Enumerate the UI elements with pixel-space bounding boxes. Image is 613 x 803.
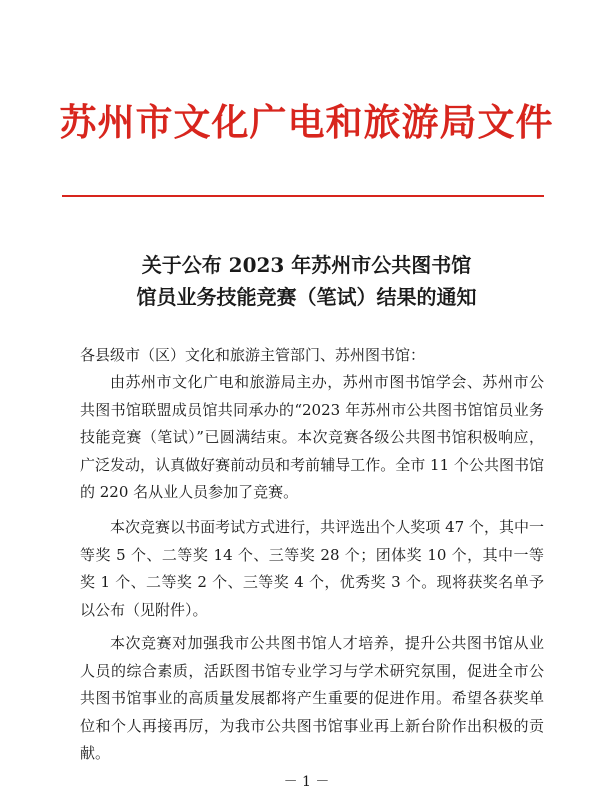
document-header: 苏州市文化广电和旅游局文件: [59, 100, 554, 144]
notice-title-line-2: 馆员业务技能竞赛（笔试）结果的通知: [136, 285, 477, 309]
body-paragraph-2: 本次竞赛以书面考试方式进行，共评选出个人奖项 47 个，其中一等奖 5 个、二等奖 14 个、三等奖 28 个；团体奖 10 个，其中一等奖 1 个、二等奖 2 个、三等奖 4 个，优秀奖 3 个。现将获奖名单予以公布（见附件）。: [80, 518, 544, 619]
body-paragraph-3: 本次竞赛对加强我市公共图书馆人才培养，提升公共图书馆从业人员的综合素质，活跃图书馆专业学习与学术研究氛围，促进全市公共图书馆事业的高质量发展都将产生重要的促进作用。希望各获奖单位和个人再接再厉，为我市公共图书馆事业再上新台阶作出积极的贡献。: [80, 634, 544, 762]
salutation: 各县级市（区）文化和旅游主管部门、苏州图书馆：: [80, 346, 426, 364]
body-paragraph-1: 由苏州市文化广电和旅游局主办，苏州市图书馆学会、苏州市公共图书馆联盟成员馆共同承办的“2023 年苏州市公共图书馆馆员业务技能竞赛（笔试）”已圆满结束。本次竞赛各级公共图书馆积极响应，广泛发动，认真做好赛前动员和考前辅导工作。全市 11 个公共图书馆的 220 名从业人员参加了竞赛。: [80, 373, 544, 501]
notice-title-line-1: 关于公布 2023 年苏州市公共图书馆: [141, 253, 472, 277]
red-divider-line: [62, 195, 544, 197]
page-number: － 1 －: [283, 774, 330, 790]
